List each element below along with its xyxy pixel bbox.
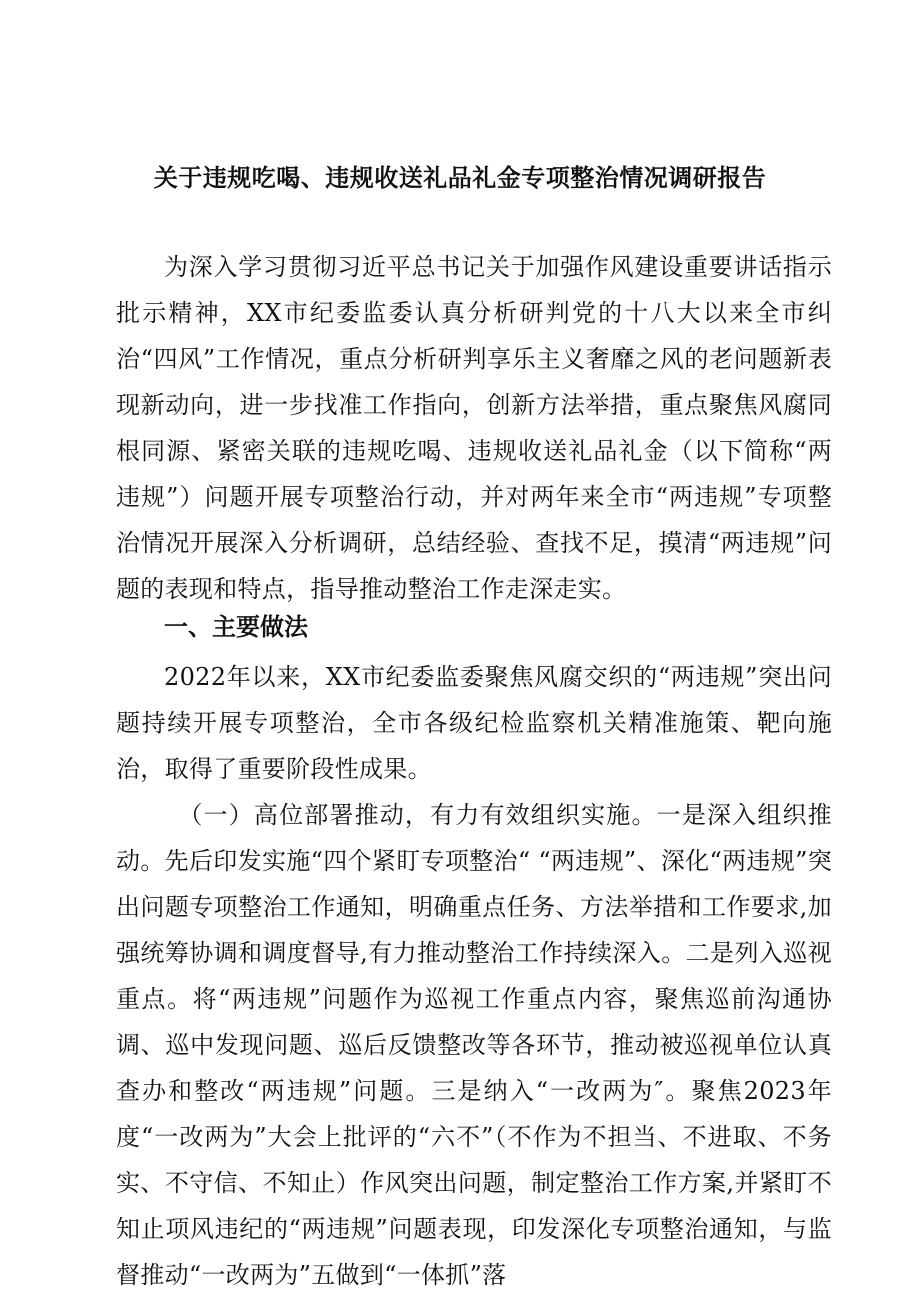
intro-paragraph: 为深入学习贯彻习近平总书记关于加强作风建设重要讲话指示批示精神，XX市纪委监委认真分析研判党的十八大以来全市纠治“四风”工作情况，重点分析研判享乐主义奢靡之风的老问题新表现新动向，进一步找准工作指向，创新方法举措，重点聚焦风腐同根同源、紧密关联的违规吃喝、违规收送礼品礼金（以下简称“两违规”）问题开展专项整治行动，并对两年来全市“两违规”专项整治情况开展深入分析调研，总结经验、查找不足，摸清“两违规”问题的表现和特点，指导推动整治工作走深走实。 [116,253,832,603]
section-heading-main-practices: 一、主要做法 [164,613,308,641]
subsection-paragraph: （一）高位部署推动，有力有效组织实施。一是深入组织推动。先后印发实施“四个紧盯专项整治“ “两违规”、深化“两违规”突出问题专项整治工作通知，明确重点任务、方法举措和工作要求,加强统筹协调和调度督导,有力推动整治工作持续深入。二是列入巡视重点。将“两违规”问题作为巡视工作重点内容，聚焦巡前沟通协调、巡中发现问题、巡后反馈整改等各环节，推动被巡视单位认真查办和整改“两违规”问题。三是纳入“一改两为″。聚焦2023年度“一改两为”大会上批评的“六不”（不作为不担当、不进取、不务实、不守信、不知止）作风突出问题，制定整治工作方案,并紧盯不知止项风违纪的“两违规”问题表现，印发深化专项整治通知，与监督推动“一改两为”五做到“一体抓”落 [116,801,832,1289]
document-body [116,244,832,1298]
section-intro-paragraph: 2022年以来，XX市纪委监委聚焦风腐交织的“两违规”突出问题持续开展专项整治，全市各级纪检监察机关精准施策、靶向施治，取得了重要阶段性成果。 [116,663,832,783]
document-title: 关于违规吃喝、违规收送礼品礼金专项整治情况调研报告 [153,164,767,192]
